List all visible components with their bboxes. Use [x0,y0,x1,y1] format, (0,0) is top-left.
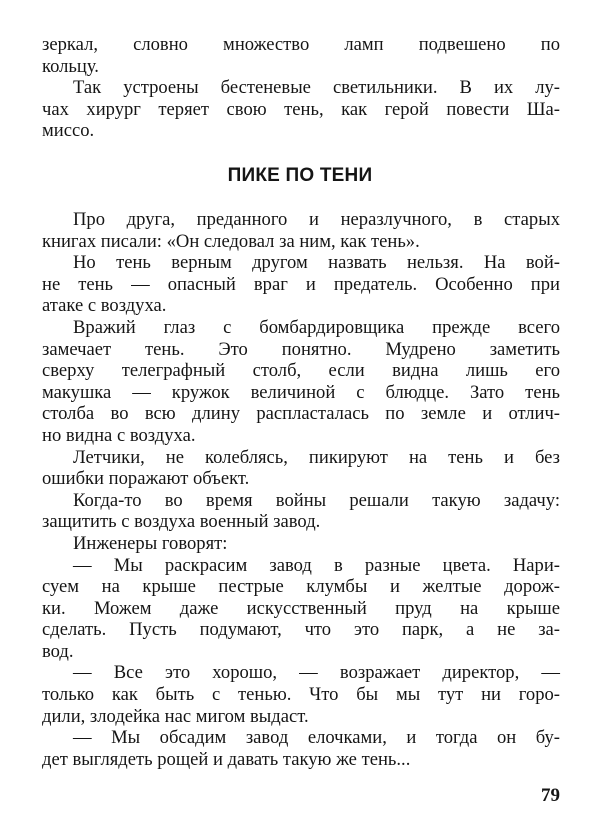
text-line: вод. [42,640,74,662]
text-line: Так устроены бестеневые светильники. В их лу- [73,77,560,99]
text-line: Когда-то во время войны решали такую задачу: [73,489,560,511]
text-line: столба во всю длину распласталась по земле и отлич- [42,403,560,425]
text-line: — Все это хорошо, — возражает директор, — [73,662,560,684]
text-line: дили, злодейка нас мигом выдаст. [42,705,309,727]
text-line: атаке с воздуха. [42,295,167,317]
text-line: Вражий глаз с бомбардировщика прежде всего [73,316,560,338]
text-line: но видна с воздуха. [42,424,196,446]
text-line: макушка — кружок величиной с блюдце. Зато тень [42,381,560,403]
text-line: книгах писали: «Он следовал за ним, как тень». [42,230,420,252]
text-line: чах хирург теряет свою тень, как герой повести Ша- [42,98,560,120]
text-line: сделать. Пусть подумают, что это парк, а не за- [42,619,560,641]
text-line: — Мы раскрасим завод в разные цвета. Нари- [73,554,560,576]
text-line: ки. Можем даже искусственный пруд на крыше [42,597,560,619]
continued-text [42,34,560,142]
text-line: замечает тень. Это понятно. Мудрено заметить [42,338,560,360]
text-line: зеркал, словно множество ламп подвешено по [42,34,560,55]
text-line: — Мы обсадим завод елочками, и тогда он бу- [73,727,560,749]
section-body [42,209,560,770]
page-number: 79 [541,785,560,806]
text-line: Про друга, преданного и неразлучного, в старых [73,209,560,230]
text-line: Летчики, не колеблясь, пикируют на тень и без [73,446,560,468]
text-line: кольцу. [42,55,99,77]
section-heading: ПИКЕ ПО ТЕНИ [227,165,373,186]
text-line: защитить с воздуха военный завод. [42,511,321,533]
text-line: миссо. [42,120,95,142]
text-line: ошибки поражают объект. [42,468,250,490]
text-line: Но тень верным другом назвать нельзя. На вой- [73,252,560,274]
text-line: суем на крыше пестрые клумбы и желтые дорож- [42,576,560,598]
text-line: Инженеры говорят: [73,532,228,554]
text-line: дет выглядеть рощей и давать такую же тень... [42,748,411,770]
text-line: не тень — опасный враг и предатель. Особенно при [42,273,560,295]
text-line: сверху телеграфный столб, если видна лишь его [42,360,560,382]
text-line: только как быть с тенью. Что бы мы тут ни горо- [42,684,560,706]
